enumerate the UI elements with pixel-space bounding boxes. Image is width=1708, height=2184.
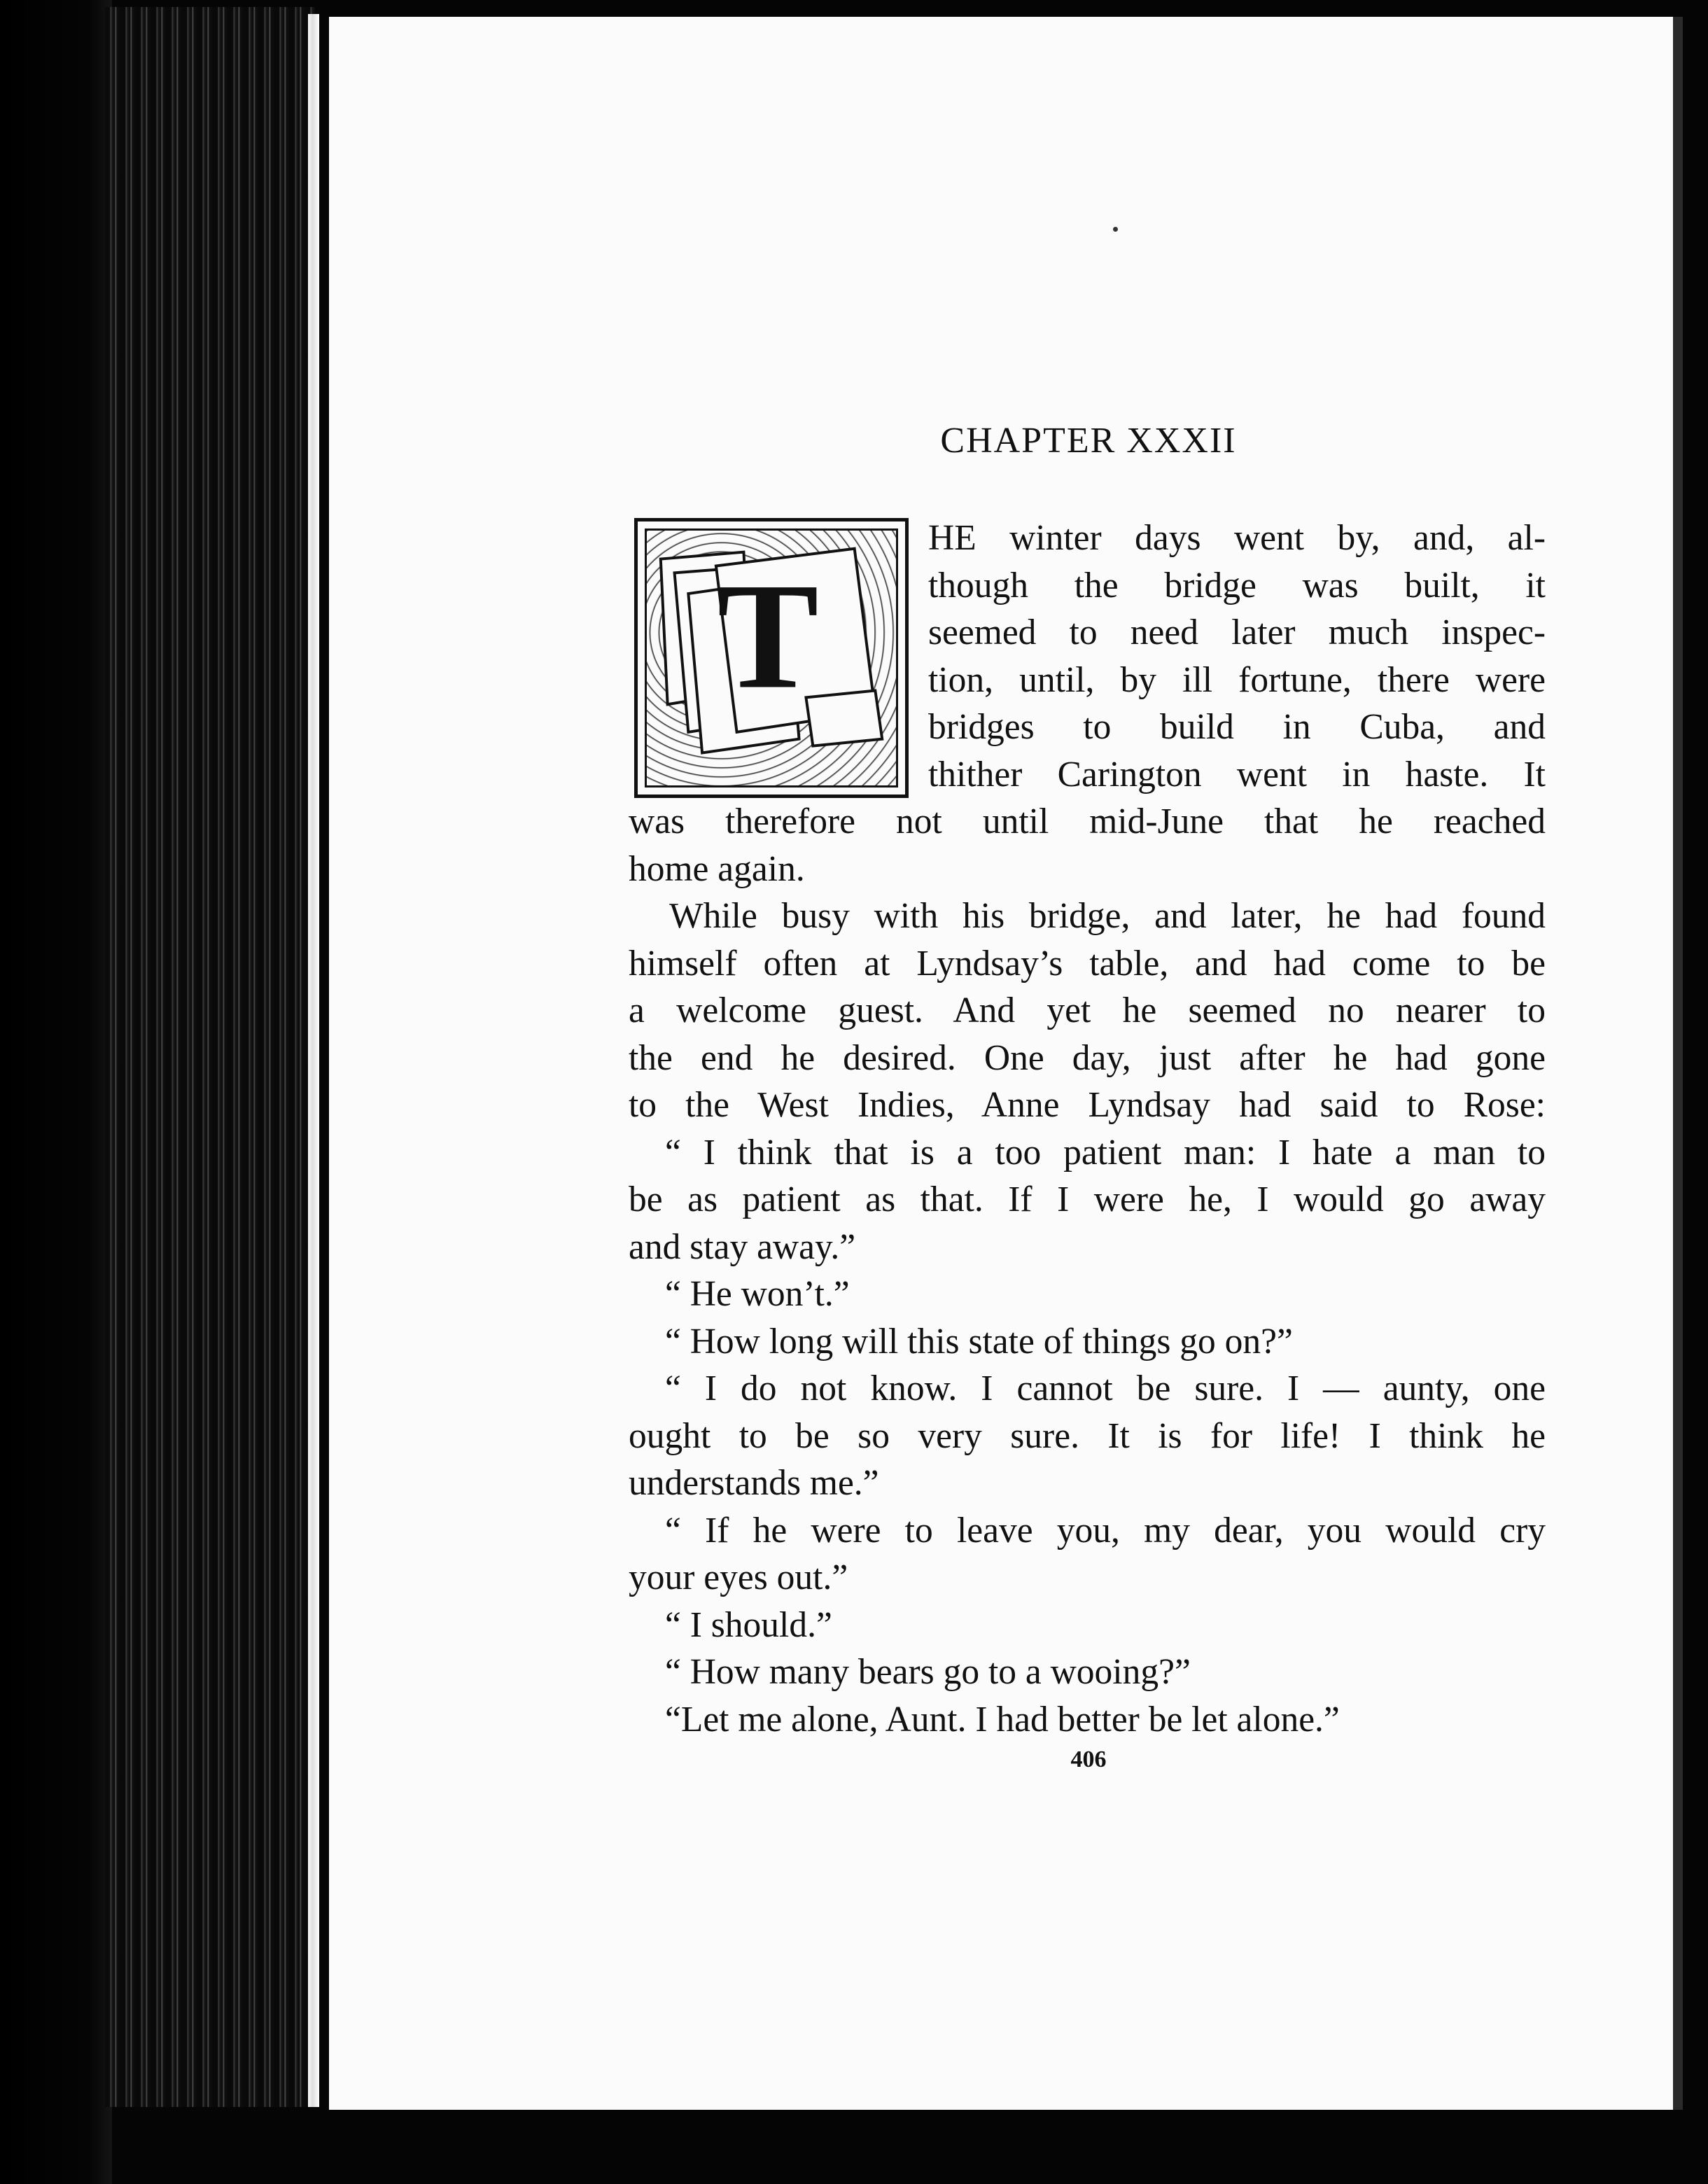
text-line: though the bridge was built, it (928, 565, 1546, 606)
text-line: ought to be so very sure. It is for life! I think he (629, 1415, 1546, 1456)
text-line: “ I think that is a too patient man: I hate a man to (665, 1132, 1546, 1172)
text-line: himself often at Lyndsay’s table, and had come to be (629, 943, 1546, 983)
text-line: was therefore not until mid-June that he reached (629, 802, 1546, 841)
text-line: seemed to need later much inspec- (928, 612, 1546, 652)
text-line: “ I do not know. I cannot be sure. I — aunty, one (665, 1368, 1546, 1408)
text-line: “Let me alone, Aunt. I had better be let alone.” (665, 1699, 1340, 1740)
text-line: understands me.” (629, 1463, 879, 1503)
text-line: be as patient as that. If I were he, I would go away (629, 1180, 1546, 1219)
text-line: the end he desired. One day, just after he had gone (629, 1037, 1546, 1078)
page-edges (105, 7, 315, 2107)
text-line: “ If he were to leave you, my dear, you would cry (665, 1510, 1546, 1550)
text-line: “ I should.” (665, 1604, 832, 1645)
text-line: “ He won’t.” (665, 1274, 850, 1314)
book-spine-shadow (0, 0, 112, 2184)
drop-cap-letter: T (717, 552, 819, 721)
text-line: “ How many bears go to a wooing?” (665, 1652, 1191, 1692)
text-line: thither Carington went in haste. It (928, 754, 1546, 794)
body-text (629, 514, 1546, 1743)
text-line: “ How long will this state of things go on?” (665, 1321, 1293, 1362)
text-line: HE winter days went by, and, al- (928, 518, 1546, 558)
page-gutter (308, 14, 319, 2107)
chapter-title: CHAPTER XXXII (940, 421, 1237, 461)
text-line: home again. (629, 848, 805, 889)
text-line: While busy with his bridge, and later, he had found (669, 896, 1546, 936)
text-line: a welcome guest. And yet he seemed no nearer to (629, 990, 1546, 1030)
page-number: 406 (1070, 1746, 1107, 1772)
text-line: bridges to build in Cuba, and (928, 707, 1546, 747)
text-line: tion, until, by ill fortune, there were (928, 659, 1546, 700)
text-line: and stay away.” (629, 1226, 856, 1267)
text-line: your eyes out.” (629, 1558, 848, 1597)
ink-speck (1113, 227, 1118, 232)
text-line: to the West Indies, Anne Lyndsay had said to Rose: (629, 1085, 1546, 1125)
